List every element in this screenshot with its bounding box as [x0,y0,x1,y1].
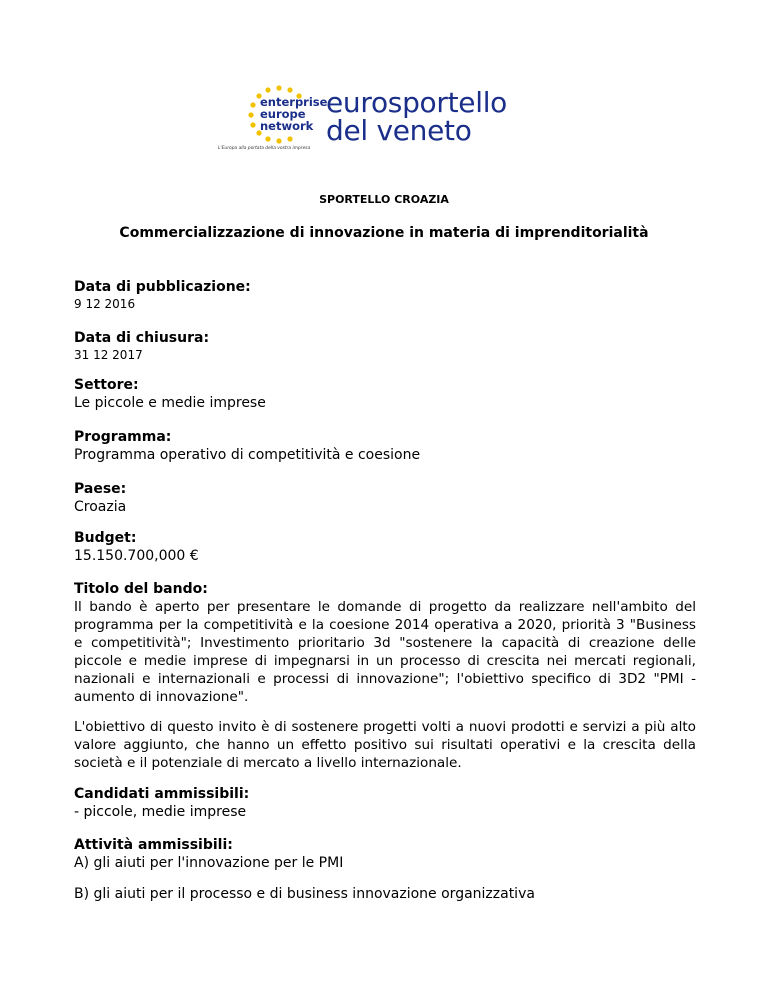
field-value: Programma operativo di competitività e coesione [74,447,421,463]
field-value: 15.150.700,000 € [74,548,199,564]
field-label: Data di chiusura: [74,330,210,346]
section-title: SPORTELLO CROAZIA [319,193,449,206]
list-item: B) gli aiuti per il processo e di business innovazione organizzativa [74,886,535,902]
field-pubblicazione [74,279,696,312]
enen-line-2: europe [260,107,306,121]
field-candidati [74,786,696,821]
field-chiusura [74,330,696,363]
field-settore [74,377,696,412]
field-label: Candidati ammissibili: [74,786,250,802]
field-value: 31 12 2017 [74,348,143,362]
brand-line-2: del veneto [326,114,472,147]
enen-line-3: network [260,119,314,133]
obiettivo-paragraph: L'obiettivo di questo invito è di sostenere progetti volti a nuovi prodotti e servizi a più alto valore aggiunto, che hanno un effetto positivo sui risultati operativi e la crescita della società e il potenziale di mercato a livello internazionale. [74,719,696,771]
field-value: Le piccole e medie imprese [74,395,266,411]
enen-line-1: enterprise [260,95,328,109]
list-item: A) gli aiuti per l'innovazione per le PMI [74,855,344,871]
field-label: Titolo del bando: [74,581,208,597]
field-titolo [74,581,696,706]
enterprise-europe-network-text [260,96,327,132]
field-label: Programma: [74,429,172,445]
field-value: - piccole, medie imprese [74,804,247,820]
field-attivita [74,837,696,903]
document-title: Commercializzazione di innovazione in materia di imprenditorialità [119,225,649,241]
field-programma [74,429,696,464]
field-label: Settore: [74,377,139,393]
brand-name [326,86,507,147]
field-budget [74,530,696,565]
field-paese [74,481,696,516]
field-value: 9 12 2016 [74,297,136,311]
field-label: Budget: [74,530,137,546]
logo-tagline: L'Europa alla portata della vostra impresa [218,146,311,151]
field-label: Attività ammissibili: [74,837,233,853]
field-value: Croazia [74,499,127,515]
field-label: Paese: [74,481,127,497]
brand-line-1: eurosportello [326,86,507,119]
eurosportello-logo [218,82,538,160]
field-label: Data di pubblicazione: [74,279,251,295]
field-value: Il bando è aperto per presentare le domande di progetto da realizzare nell'ambito del programma per la competitività e la coesione 2014 operativa a 2020, priorità 3 "Business e competitività"; Investimento prioritario 3d "sostenere la capacità di creazione delle piccole e medie imprese di impegnarsi in un processo di crescita nei mercati regionali, nazionali e internazionali e processi di innovazione"; l'obiettivo specifico di 3D2 "PMI - aumento di innovazione". [74,599,696,705]
